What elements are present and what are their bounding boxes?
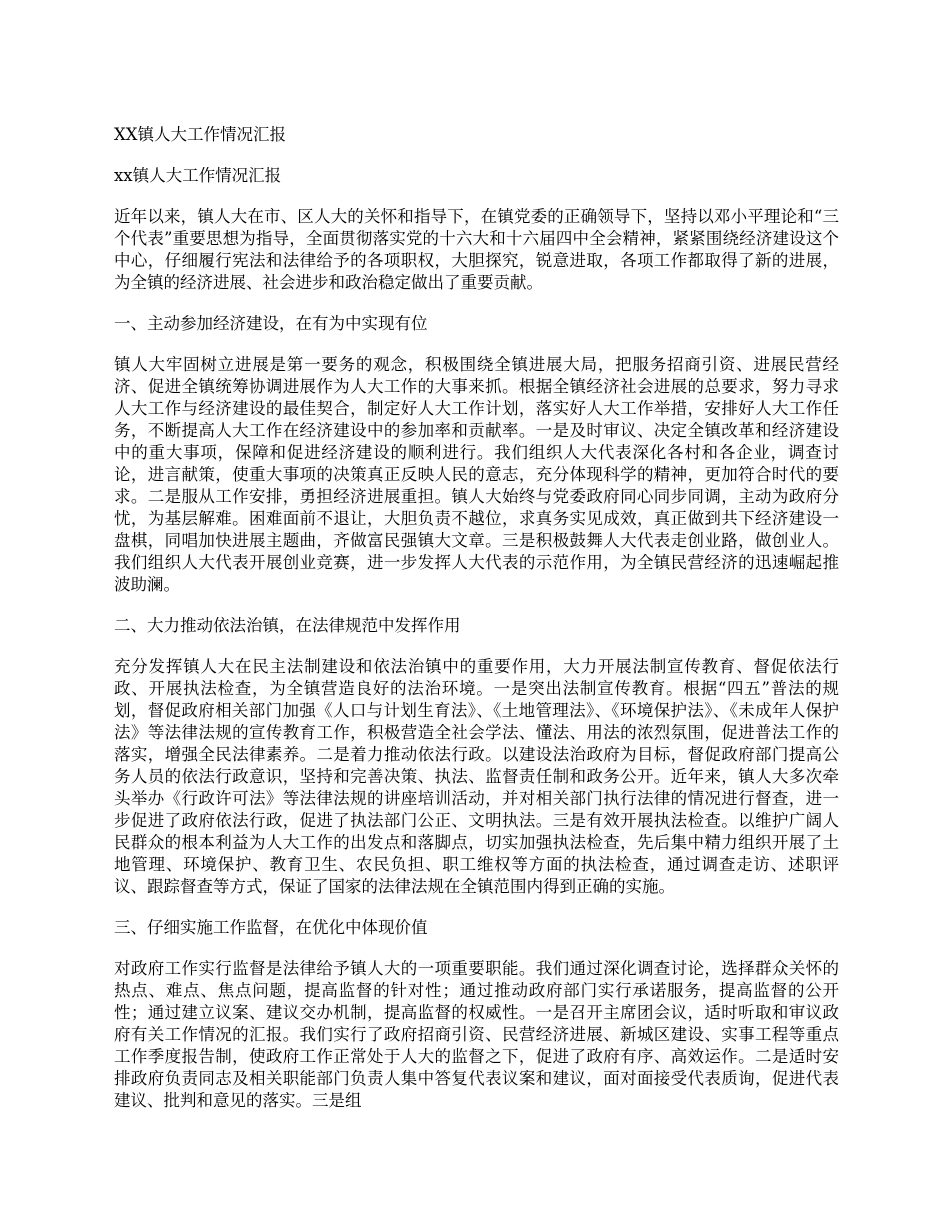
section-2-body: 充分发挥镇人大在民主法制建设和依法治镇中的重要作用，大力开展法制宣传教育、督促依法行政、开展执法检查，为全镇营造良好的法治环境。一是突出法制宣传教育。根据“四五”普法的规划，督促政府相关部门加强《人口与计划生育法》、《土地管理法》、《环境保护法》、《未成年人保护法》等法律法规的宣传教育工作，积极营造全社会学法、懂法、用法的浓烈氛围，促进普法工作的落实，增强全民法律素养。二是着力推动依法行政。以建设法治政府为目标，督促政府部门提高公务人员的依法行政意识，坚持和完善决策、执法、监督责任制和政务公开。近年来，镇人大多次牵头举办《行政许可法》等法律法规的讲座培训活动，并对相关部门执行法律的情况进行督查，进一步促进了政府依法行政，促进了执法部门公正、文明执法。三是有效开展执法检查。以维护广阔人民群众的根本利益为人大工作的出发点和落脚点，切实加强执法检查，先后集中精力组织开展了土地管理、环境保护、教育卫生、农民负担、职工维权等方面的执法检查，通过调查走访、述职评议、跟踪督查等方式，保证了国家的法律法规在全镇范围内得到正确的实施。 bbox=[114, 657, 839, 896]
document-subtitle: xx镇人大工作情况汇报 bbox=[114, 166, 282, 185]
intro-paragraph: 近年以来，镇人大在市、区人大的关怀和指导下，在镇党委的正确领导下，坚持以邓小平理论和“三个代表”重要思想为指导，全面贯彻落实党的十六大和十六届四中全会精神，紧紧围绕经济建设这个中心，仔细履行宪法和法律给予的各项职权，大胆探究，锐意进取，各项工作都取得了新的进展，为全镇的经济进展、社会进步和政治稳定做出了重要贡献。 bbox=[114, 207, 839, 292]
document-title: XX镇人大工作情况汇报 bbox=[114, 125, 286, 144]
section-3-body: 对政府工作实行监督是法律给予镇人大的一项重要职能。我们通过深化调查讨论，选择群众关怀的热点、难点、焦点问题，提高监督的针对性；通过推动政府部门实行承诺服务，提高监督的公开性；通过建立议案、建议交办机制，提高监督的权威性。一是召开主席团会议，适时听取和审议政府有关工作情况的汇报。我们实行了政府招商引资、民营经济进展、新城区建设、实事工程等重点工作季度报告制，使政府工作正常处于人大的监督之下，促进了政府有序、高效运作。二是适时安排政府负责同志及相关职能部门负责人集中答复代表议案和建议，面对面接受代表质询，促进代表建议、批判和意见的落实。三是组 bbox=[114, 959, 839, 1110]
section-1-heading: 一、主动参加经济建设，在有为中实现有位 bbox=[114, 314, 428, 333]
section-1-body: 镇人大牢固树立进展是第一要务的观念，积极围绕全镇进展大局，把服务招商引资、进展民营经济、促进全镇统筹协调进展作为人大工作的大事来抓。根据全镇经济社会进展的总要求，努力寻求人大工作与经济建设的最佳契合，制定好人大工作计划，落实好人大工作举措，安排好人大工作任务，不断提高人大工作在经济建设中的参加率和贡献率。一是及时审议、决定全镇改革和经济建设中的重大事项，保障和促进经济建设的顺利进行。我们组织人大代表深化各村和各企业，调查讨论，进言献策，使重大事项的决策真正反映人民的意志，充分体现科学的精神，更加符合时代的要求。二是服从工作安排，勇担经济进展重担。镇人大始终与党委政府同心同步同调，主动为政府分忧，为基层解难。困难面前不退让，大胆负责不越位，求真务实见成效，真正做到共下经济建设一盘棋，同唱加快进展主题曲，齐做富民强镇大文章。三是积极鼓舞人大代表走创业路，做创业人。我们组织人大代表开展创业竞赛，进一步发挥人大代表的示范作用，为全镇民营经济的迅速崛起推波助澜。 bbox=[114, 355, 839, 594]
document-page bbox=[114, 124, 839, 1131]
section-3-heading: 三、仔细实施工作监督，在优化中体现价值 bbox=[114, 918, 428, 937]
section-2-heading: 二、大力推动依法治镇，在法律规范中发挥作用 bbox=[114, 616, 461, 635]
